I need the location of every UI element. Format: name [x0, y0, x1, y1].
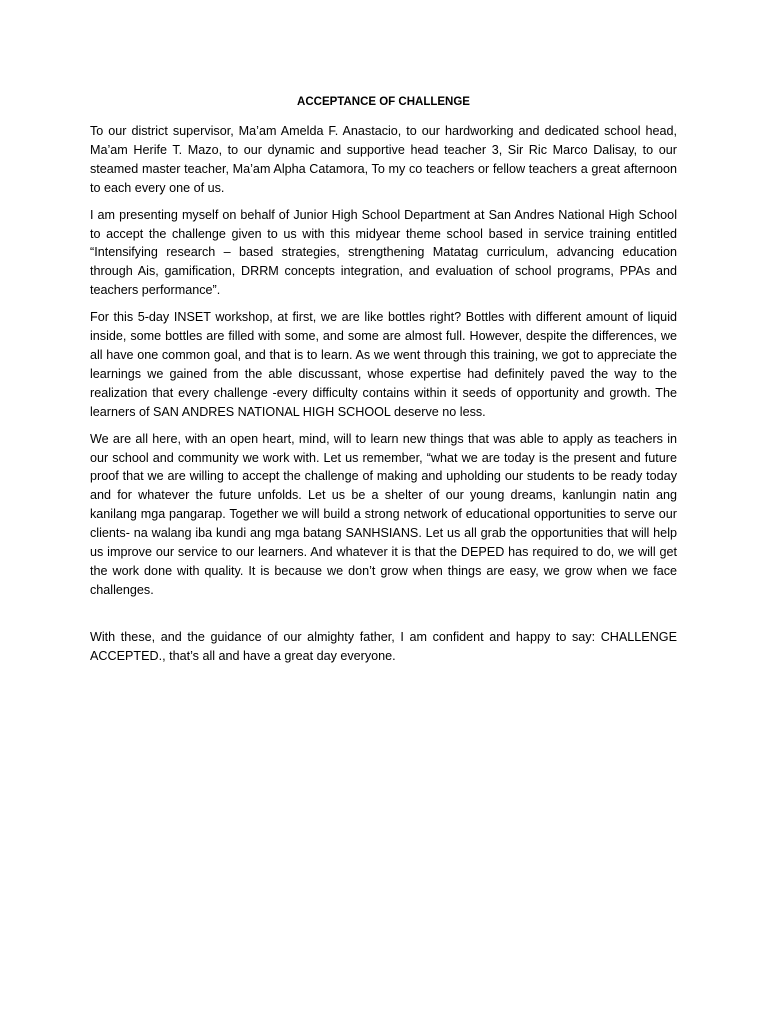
paragraph-closing: With these, and the guidance of our almighty father, I am confident and happy to say: CHALLENGE ACCEPTED., that’s all and have a great day everyone. [90, 629, 677, 663]
paragraph-spacer [90, 608, 677, 628]
paragraph-greeting: To our district supervisor, Ma’am Amelda F. Anastacio, to our hardworking and dedicated school head, Ma’am Herife T. Mazo, to our dynamic and supportive head teacher 3, Sir Ric Marco Dalisay, to our steamed master teacher, Ma’am Alpha Catamora, To my co teachers or fellow teachers a great afternoon to each every one of us. [90, 124, 677, 195]
paragraph-commitment: We are all here, with an open heart, mind, will to learn new things that was able to apply as teachers in our school and community we work with. Let us remember, “what we are today is the present and future proof that we are willing to accept the challenge of making and upholding our students to be ready today and for whatever the future unfolds. Let us be a shelter of our young dreams, kanlungin natin ang kanilang mga pangarap. Together we will build a strong network of educational opportunities to serve our clients- na walang iba kundi ang mga batang SANHSIANS. Let us all grab the opportunities that will help us improve our service to our learners. And whatever it is that the DEPED has required to do, we will get the work done with quality. It is because we don’t grow when things are easy, we grow when we face challenges. [90, 431, 677, 597]
document-title: ACCEPTANCE OF CHALLENGE [297, 96, 470, 108]
paragraph-workshop: For this 5-day INSET workshop, at first, we are like bottles right? Bottles with different amount of liquid inside, some bottles are filled with some, and some are almost full. However, despite the differences, we all have one common goal, and that is to learn. As we went through this training, we got to appreciate the learnings we gained from the able discussant, whose expertise had definitely paved the way to the realization that every challenge -every difficulty contains within it seeds of opportunity and growth. The learners of SAN ANDRES NATIONAL HIGH SCHOOL deserve no less. [90, 310, 677, 419]
document-page [90, 94, 677, 674]
paragraph-acceptance: I am presenting myself on behalf of Junior High School Department at San Andres National High School to accept the challenge given to us with this midyear theme school based in service training entitled “Intensifying research – based strategies, strengthening Matatag curriculum, advancing education through Ais, gamification, DRRM concepts integration, and evaluation of school programs, PPAs and teachers performance”. [90, 207, 677, 298]
